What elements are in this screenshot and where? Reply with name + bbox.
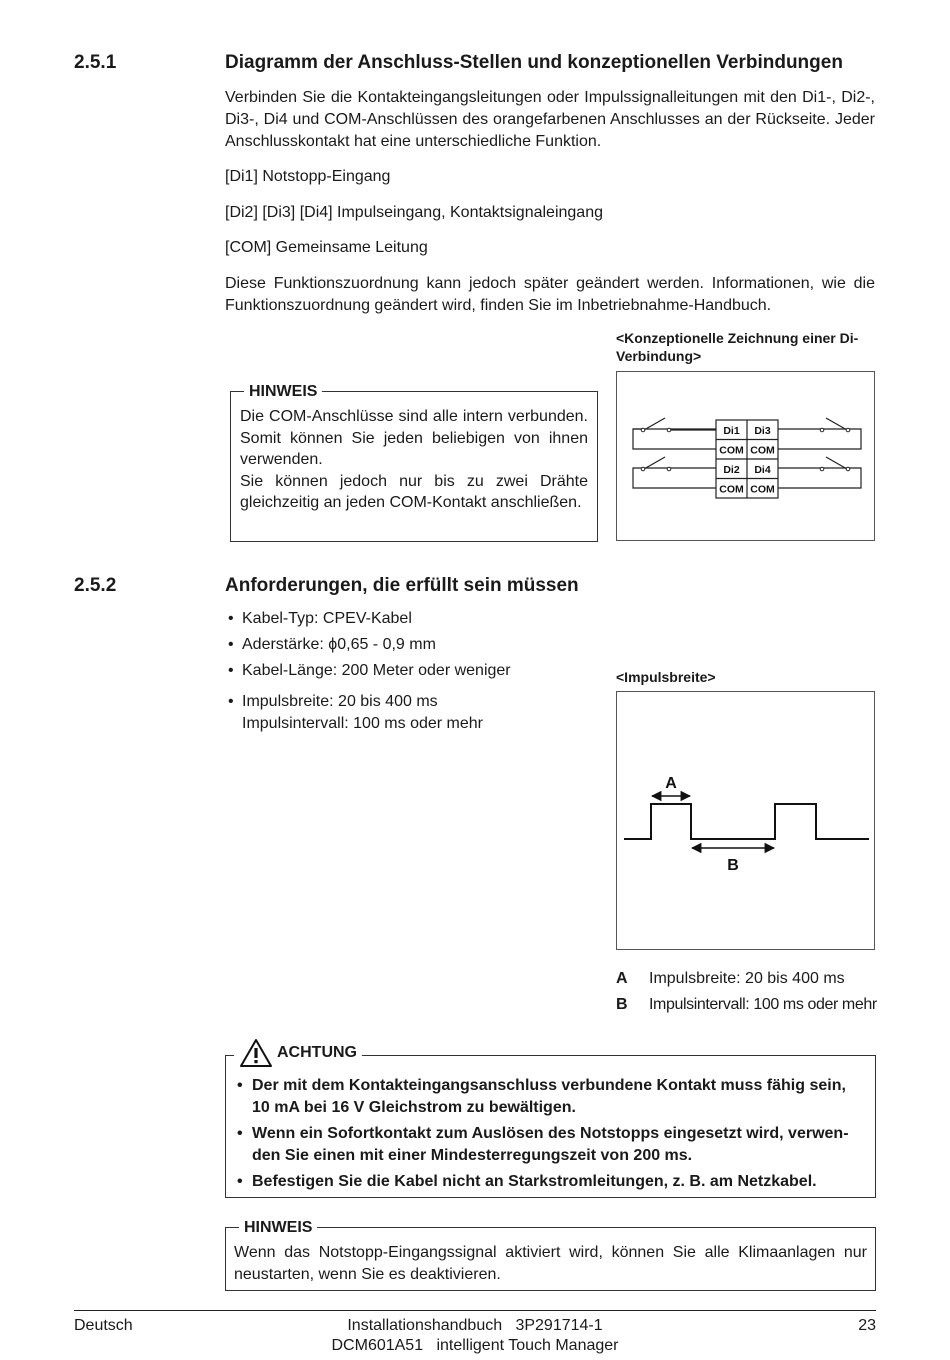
legend-text: Impulsintervall: 100 ms oder mehr [649, 996, 877, 1013]
list-item: • Aderstärke: ϕ0,65 - 0,9 mm [226, 634, 586, 656]
section-title: Diagramm der Anschluss-Stellen und konzeptionellen Verbindungen [225, 52, 843, 73]
di-connection-diagram [617, 372, 874, 540]
terminal-label: Di4 [754, 464, 771, 476]
note-heading: HINWEIS [239, 1218, 317, 1238]
warning-item: • Der mit dem Kontakteingangsanschluss verbundene Kontakt muss fähig sein, 10 mA bei 16 V Gleichstrom zu bewältigen. [235, 1075, 867, 1119]
list-item-line: Impulsintervall: 100 ms oder mehr [242, 715, 483, 732]
pulse-label-b: B [727, 857, 739, 874]
function-line-di234: [Di2] [Di3] [Di4] Impulseingang, Kontaktsignaleingang [225, 204, 603, 221]
outro-paragraph: Diese Funktionszuordnung kann jedoch später geändert werden. Informationen, wie die Funktionszuordnung geändert wird, finden Sie im Inbetriebnahme-Handbuch. [225, 275, 875, 314]
page-number: 23 [858, 1317, 876, 1334]
legend-text: Impulsbreite: 20 bis 400 ms [649, 970, 845, 987]
list-item: • Kabel-Typ: CPEV-Kabel [226, 608, 586, 630]
list-item-line: • Impulsbreite: 20 bis 400 ms [242, 693, 438, 710]
note-heading: HINWEIS [244, 382, 322, 402]
note-box [230, 383, 598, 542]
intro-paragraph: Verbinden Sie die Kontakteingangsleitungen oder Impulssignalleitungen mit den Di1-, Di2-, Di3-, Di4 und COM-Anschlüssen des orangefarbenen Anschlusses an der Rückseite. Jeder Anschlusskontakt hat eine unterschiedliche Funktion. [225, 89, 875, 150]
footer-language: Deutsch [74, 1317, 133, 1334]
note-text: Sie können jedoch nur bis zu zwei Drähte gleichzeitig an jeden COM-Kontakt anschließen. [240, 472, 588, 511]
list-item: • Kabel-Länge: 200 Meter oder weniger [226, 660, 586, 682]
section-number: 2.5.2 [74, 575, 117, 596]
warning-heading: ACHTUNG [277, 1044, 357, 1061]
warning-list [235, 1075, 867, 1197]
function-line-di1: [Di1] Notstopp-Eingang [225, 168, 391, 185]
legend-key: B [616, 996, 628, 1013]
warning-header [234, 1038, 362, 1068]
pulse-label-a: A [665, 775, 677, 792]
terminal-label: Di1 [723, 425, 740, 437]
list-item [226, 691, 586, 735]
terminal-label: COM [719, 483, 744, 496]
terminal-label: COM [719, 444, 744, 457]
section-title: Anforderungen, die erfüllt sein müssen [225, 575, 579, 596]
terminal-label: COM [750, 483, 775, 496]
pulse-width-figure [616, 691, 875, 950]
function-line-com: [COM] Gemeinsame Leitung [225, 239, 428, 256]
footer-document: Installationshandbuch 3P291714-1 [347, 1317, 603, 1334]
warning-item: • Befestigen Sie die Kabel nicht an Starkstromleitungen, z. B. am Netzkabel. [235, 1171, 867, 1193]
pulse-diagram [617, 692, 874, 949]
note-box [225, 1219, 876, 1291]
terminal-label: Di3 [754, 425, 771, 437]
footer-divider [74, 1310, 876, 1311]
terminal-label: COM [750, 444, 775, 457]
footer-product: DCM601A51 intelligent Touch Manager [331, 1337, 619, 1354]
note-text: Die COM-Anschlüsse sind alle intern verbunden. Somit können Sie jeden beliebigen von ihnen verwenden. [240, 408, 588, 468]
legend-key: A [616, 970, 628, 987]
figure-caption: <Konzeptionelle Zeichnung einer Di-Verbindung> [616, 330, 859, 364]
section-number: 2.5.1 [74, 52, 117, 73]
warning-item: • Wenn ein Sofortkontakt zum Auslösen des Notstopps eingesetzt wird, verwenden Sie einen mit einer Mindesterregungszeit von 200 ms. [235, 1123, 867, 1167]
figure-caption: <Impulsbreite> [616, 669, 716, 685]
warning-triangle-icon [239, 1038, 273, 1068]
requirements-list [226, 608, 586, 735]
di-connection-figure [616, 371, 875, 541]
note-text: Wenn das Notstopp-Eingangssignal aktiviert wird, können Sie alle Klimaanlagen nur neustarten, wenn Sie es deaktivieren. [234, 1244, 867, 1283]
warning-box [225, 1044, 876, 1198]
terminal-label: Di2 [723, 464, 740, 476]
